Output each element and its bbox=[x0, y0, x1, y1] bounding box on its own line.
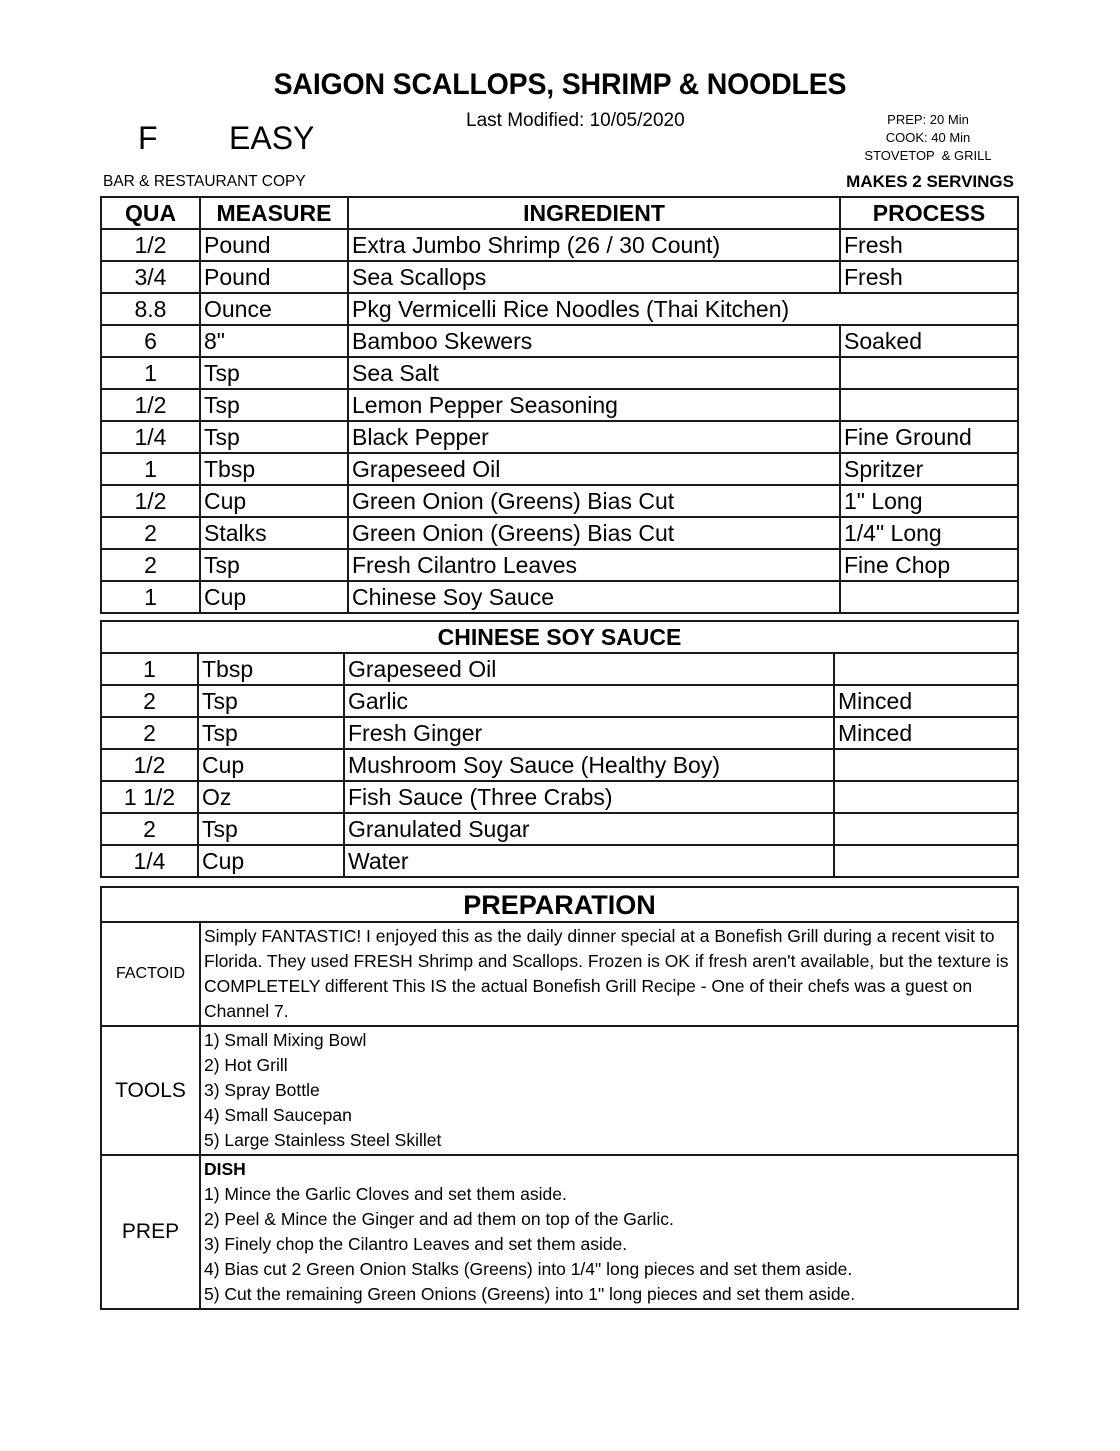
quantity-cell: 1/2 bbox=[101, 229, 200, 261]
ingredient-row bbox=[101, 813, 1018, 845]
ingredient-cell: Sea Scallops bbox=[348, 261, 840, 293]
ingredient-row bbox=[101, 421, 1018, 453]
measure-cell: Cup bbox=[200, 485, 348, 517]
ingredient-cell: Extra Jumbo Shrimp (26 / 30 Count) bbox=[348, 229, 840, 261]
measure-cell: Stalks bbox=[200, 517, 348, 549]
copy-label: BAR & RESTAURANT COPY bbox=[103, 173, 306, 190]
quantity-cell: 1 bbox=[101, 581, 200, 613]
quantity-cell: 6 bbox=[101, 325, 200, 357]
ingredient-row bbox=[101, 389, 1018, 421]
column-header-qua: QUA bbox=[101, 197, 200, 229]
column-header-ingredient: INGREDIENT bbox=[348, 197, 840, 229]
process-cell bbox=[834, 781, 1018, 813]
quantity-cell: 1 1/2 bbox=[101, 781, 198, 813]
measure-cell: Tsp bbox=[198, 813, 344, 845]
ingredients-header-row bbox=[101, 197, 1018, 229]
preparation-title: PREPARATION bbox=[101, 887, 1018, 922]
process-cell bbox=[834, 749, 1018, 781]
ingredient-row bbox=[101, 685, 1018, 717]
ingredient-cell: Grapeseed Oil bbox=[348, 453, 840, 485]
ingredient-row bbox=[101, 517, 1018, 549]
measure-cell: Tsp bbox=[200, 389, 348, 421]
ingredient-cell: Green Onion (Greens) Bias Cut bbox=[348, 485, 840, 517]
quantity-cell: 2 bbox=[101, 717, 198, 749]
prep-time: PREP: 20 Min bbox=[887, 112, 969, 127]
recipe-title: SAIGON SCALLOPS, SHRIMP & NOODLES bbox=[273, 68, 847, 101]
ingredient-row bbox=[101, 581, 1018, 613]
preparation-header-row bbox=[101, 887, 1018, 922]
process-cell: Fine Chop bbox=[840, 549, 1018, 581]
ingredient-cell: Lemon Pepper Seasoning bbox=[348, 389, 840, 421]
measure-cell: Oz bbox=[198, 781, 344, 813]
ingredient-cell: Black Pepper bbox=[348, 421, 840, 453]
tools-label: TOOLS bbox=[101, 1026, 200, 1155]
quantity-cell: 1/4 bbox=[101, 421, 200, 453]
process-cell bbox=[834, 845, 1018, 877]
quantity-cell: 3/4 bbox=[101, 261, 200, 293]
process-cell: Minced bbox=[834, 685, 1018, 717]
sauce-header-row bbox=[101, 621, 1018, 653]
measure-cell: Tsp bbox=[200, 421, 348, 453]
tool-item: 2) Hot Grill bbox=[204, 1055, 288, 1075]
preparation-table bbox=[100, 886, 1019, 1310]
ingredient-cell: Water bbox=[344, 845, 834, 877]
measure-cell: Tsp bbox=[200, 549, 348, 581]
ingredient-cell: Chinese Soy Sauce bbox=[348, 581, 840, 613]
process-cell: 1/4" Long bbox=[840, 517, 1018, 549]
ingredient-row bbox=[101, 229, 1018, 261]
tool-item: 1) Small Mixing Bowl bbox=[204, 1030, 367, 1050]
ingredient-cell: Pkg Vermicelli Rice Noodles (Thai Kitchen) bbox=[348, 293, 840, 325]
process-cell: Fine Ground bbox=[840, 421, 1018, 453]
process-cell bbox=[840, 293, 1018, 325]
prep-step: 3) Finely chop the Cilantro Leaves and set them aside. bbox=[204, 1234, 628, 1254]
sauce-title: CHINESE SOY SAUCE bbox=[101, 621, 1018, 653]
process-cell: Spritzer bbox=[840, 453, 1018, 485]
ingredient-row bbox=[101, 293, 1018, 325]
process-cell: 1" Long bbox=[840, 485, 1018, 517]
quantity-cell: 2 bbox=[101, 813, 198, 845]
process-cell: Fresh bbox=[840, 229, 1018, 261]
quantity-cell: 2 bbox=[101, 549, 200, 581]
ingredient-row bbox=[101, 549, 1018, 581]
ingredient-row bbox=[101, 653, 1018, 685]
quantity-cell: 1 bbox=[101, 357, 200, 389]
process-cell bbox=[840, 389, 1018, 421]
measure-cell: Tsp bbox=[200, 357, 348, 389]
time-info bbox=[842, 111, 1014, 165]
prep-steps bbox=[200, 1155, 1018, 1309]
process-cell: Minced bbox=[834, 717, 1018, 749]
column-header-measure: MEASURE bbox=[200, 197, 348, 229]
tool-item: 3) Spray Bottle bbox=[204, 1080, 320, 1100]
ingredient-cell: Sea Salt bbox=[348, 357, 840, 389]
quantity-cell: 1/4 bbox=[101, 845, 198, 877]
measure-cell: Tbsp bbox=[200, 453, 348, 485]
quantity-cell: 8.8 bbox=[101, 293, 200, 325]
servings-label: MAKES 2 SERVINGS bbox=[846, 172, 1014, 191]
tool-item: 5) Large Stainless Steel Skillet bbox=[204, 1130, 442, 1150]
ingredient-cell: Green Onion (Greens) Bias Cut bbox=[348, 517, 840, 549]
process-cell: Soaked bbox=[840, 325, 1018, 357]
measure-cell: 8" bbox=[200, 325, 348, 357]
ingredient-row bbox=[101, 845, 1018, 877]
process-cell: Fresh bbox=[840, 261, 1018, 293]
prep-heading: DISH bbox=[204, 1159, 246, 1179]
process-cell bbox=[834, 813, 1018, 845]
tools-row bbox=[101, 1026, 1018, 1155]
measure-cell: Cup bbox=[198, 749, 344, 781]
prep-row bbox=[101, 1155, 1018, 1309]
ingredient-cell: Garlic bbox=[344, 685, 834, 717]
ingredient-row bbox=[101, 749, 1018, 781]
quantity-cell: 1 bbox=[101, 453, 200, 485]
tool-item: 4) Small Saucepan bbox=[204, 1105, 352, 1125]
cook-time: COOK: 40 Min bbox=[885, 130, 971, 145]
measure-cell: Pound bbox=[200, 229, 348, 261]
grade-label: F bbox=[138, 120, 158, 156]
prep-step: 5) Cut the remaining Green Onions (Greens) into 1" long pieces and set them aside. bbox=[204, 1284, 856, 1304]
factoid-row bbox=[101, 922, 1018, 1026]
quantity-cell: 1 bbox=[101, 653, 198, 685]
ingredient-row bbox=[101, 717, 1018, 749]
quantity-cell: 2 bbox=[101, 685, 198, 717]
measure-cell: Tsp bbox=[198, 717, 344, 749]
ingredient-cell: Grapeseed Oil bbox=[344, 653, 834, 685]
ingredient-row bbox=[101, 453, 1018, 485]
ingredient-row bbox=[101, 325, 1018, 357]
tools-list bbox=[200, 1026, 1018, 1155]
ingredient-row bbox=[101, 261, 1018, 293]
measure-cell: Cup bbox=[198, 845, 344, 877]
prep-step: 4) Bias cut 2 Green Onion Stalks (Greens) into 1/4" long pieces and set them aside. bbox=[204, 1259, 853, 1279]
factoid-label: FACTOID bbox=[101, 922, 200, 1026]
ingredient-cell: Mushroom Soy Sauce (Healthy Boy) bbox=[344, 749, 834, 781]
ingredient-row bbox=[101, 485, 1018, 517]
sauce-table bbox=[100, 620, 1019, 878]
process-cell bbox=[834, 653, 1018, 685]
prep-step: 2) Peel & Mince the Ginger and ad them on top of the Garlic. bbox=[204, 1209, 674, 1229]
ingredient-cell: Fresh Cilantro Leaves bbox=[348, 549, 840, 581]
last-modified: Last Modified: 10/05/2020 bbox=[466, 110, 685, 131]
quantity-cell: 1/2 bbox=[101, 389, 200, 421]
quantity-cell: 1/2 bbox=[101, 485, 200, 517]
prep-step: 1) Mince the Garlic Cloves and set them aside. bbox=[204, 1184, 567, 1204]
ingredient-cell: Fish Sauce (Three Crabs) bbox=[344, 781, 834, 813]
measure-cell: Tbsp bbox=[198, 653, 344, 685]
column-header-process: PROCESS bbox=[840, 197, 1018, 229]
cook-method: STOVETOP & GRILL bbox=[864, 148, 992, 163]
quantity-cell: 1/2 bbox=[101, 749, 198, 781]
measure-cell: Ounce bbox=[200, 293, 348, 325]
ingredient-cell: Fresh Ginger bbox=[344, 717, 834, 749]
ingredient-cell: Granulated Sugar bbox=[344, 813, 834, 845]
measure-cell: Tsp bbox=[198, 685, 344, 717]
measure-cell: Pound bbox=[200, 261, 348, 293]
measure-cell: Cup bbox=[200, 581, 348, 613]
factoid-text: Simply FANTASTIC! I enjoyed this as the daily dinner special at a Bonefish Grill during a recent visit to Florida. They used FRESH Shrimp and Scallops. Frozen is OK if fresh aren't available, but the texture is COMPLETELY different This IS the actual Bonefish Grill Recipe - One of their chefs was a guest on Channel 7. bbox=[200, 922, 1018, 1026]
ingredient-row bbox=[101, 357, 1018, 389]
process-cell bbox=[840, 581, 1018, 613]
process-cell bbox=[840, 357, 1018, 389]
difficulty-label: EASY bbox=[229, 120, 315, 156]
quantity-cell: 2 bbox=[101, 517, 200, 549]
prep-label: PREP bbox=[101, 1155, 200, 1309]
ingredient-cell: Bamboo Skewers bbox=[348, 325, 840, 357]
ingredients-table bbox=[100, 196, 1019, 614]
ingredient-row bbox=[101, 781, 1018, 813]
